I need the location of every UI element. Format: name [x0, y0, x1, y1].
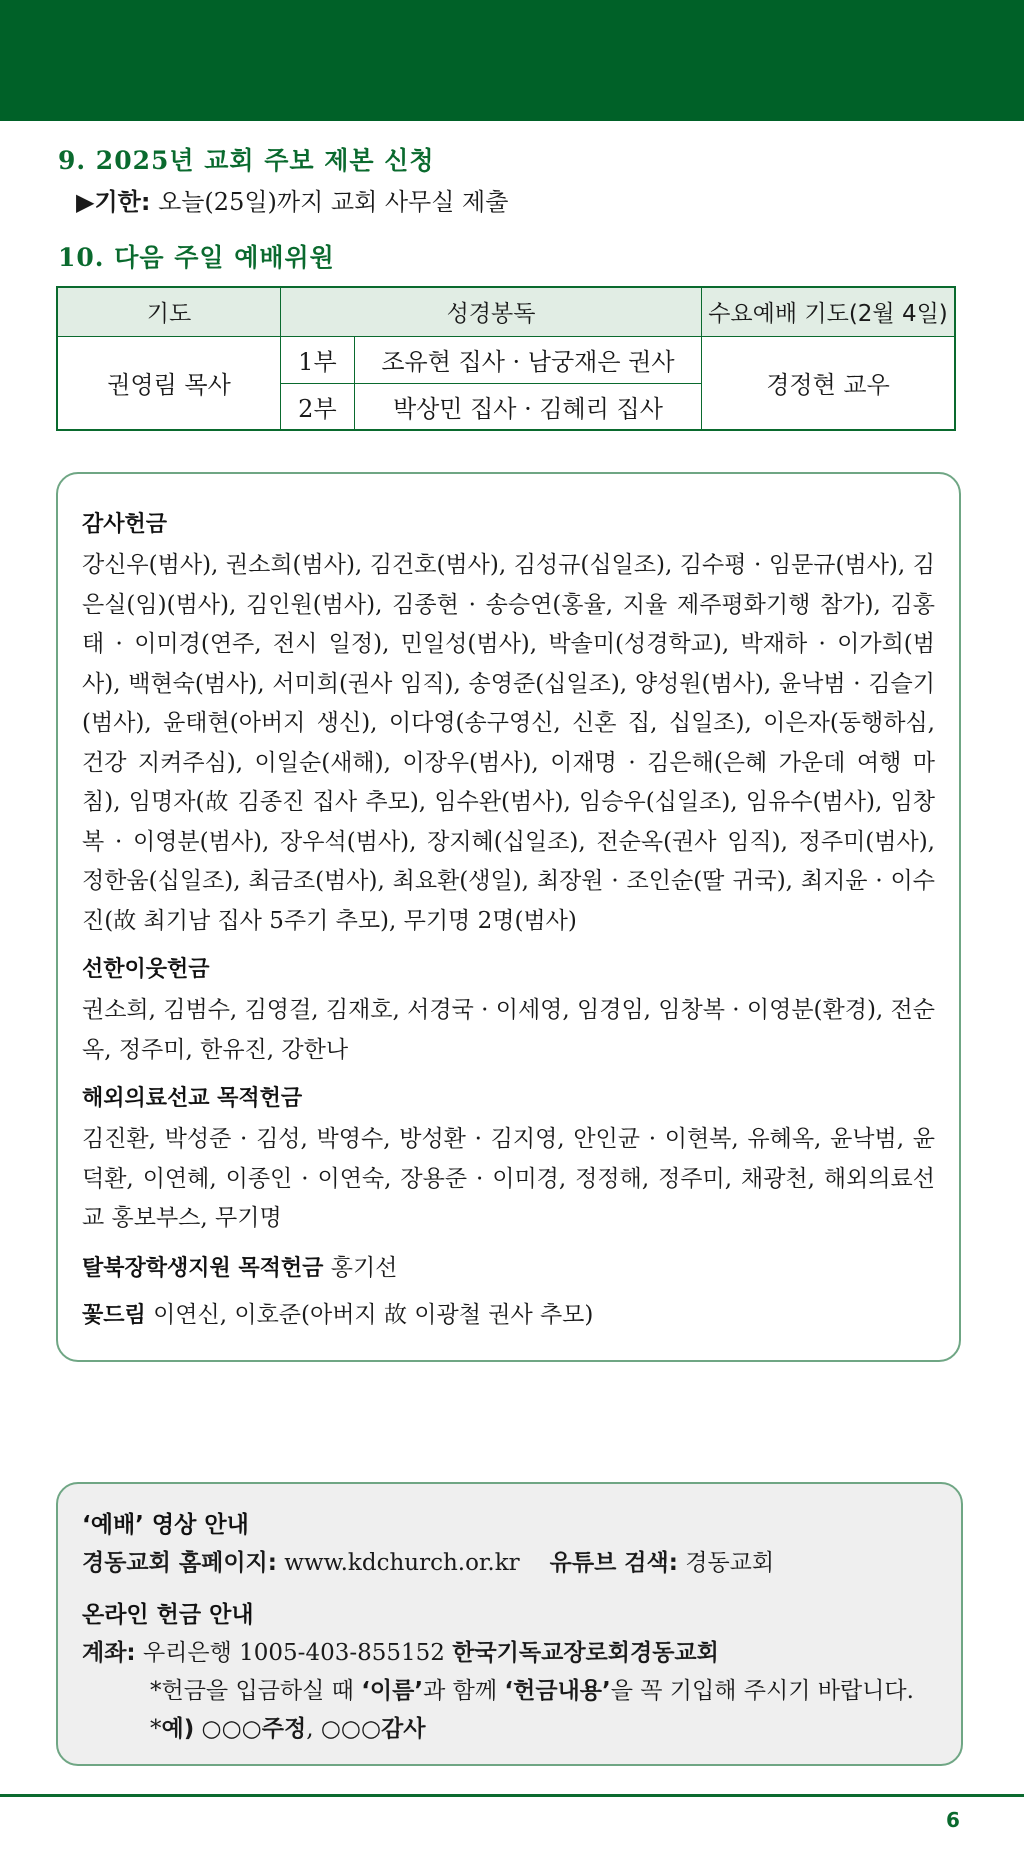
- deadline-text: 오늘(25일)까지 교회 사무실 제출: [150, 188, 509, 216]
- header-scripture-reading: 성경봉독: [280, 287, 701, 336]
- note-text: 을 꼭 기입해 주시기 바랍니다.: [610, 1678, 914, 1704]
- footer-divider: [0, 1794, 1024, 1797]
- note-bold-content: ‘헌금내용’: [504, 1678, 611, 1704]
- neighbor-offering: [82, 949, 935, 1070]
- section-10-title: 10. 다음 주일 예배위원: [58, 243, 335, 272]
- example-bold: 주정: [261, 1716, 307, 1742]
- deposit-note: [82, 1672, 937, 1710]
- online-offering-heading: 온라인 헌금 안내: [82, 1602, 254, 1628]
- thanksgiving-title: 감사헌금: [82, 512, 168, 537]
- note-text: *헌금을 입금하실 때: [150, 1678, 362, 1704]
- note-text: *: [150, 1716, 162, 1742]
- table-row: [57, 336, 955, 383]
- note-text: , ○○○: [306, 1716, 382, 1742]
- header-prayer: 기도: [57, 287, 280, 336]
- thanksgiving-names: 강신우(범사), 권소희(범사), 김건호(범사), 김성규(십일조), 김수평 · 임문규(범사), 김은실(임)(범사), 김인원(범사), 김종현 · 송승연(홍율, 지율 제주평화기행 참가), 김홍태 · 이미경(연주, 전시 일정), 민일성(범사), 박솔미(성경학교), 박재하 · 이가희(범사), 백현숙(범사), 서미희(권사 임직), 송영준(십일조), 양성원(범사), 윤낙범 · 김슬기(범사), 윤태현(아버지 생신), 이다영(송구영신, 신혼 집, 십일조), 이은자(동행하심, 건강 지켜주심), 이일순(새해), 이장우(범사), 이재명 · 김은해(은혜 가운데 여행 마침), 임명자(故 김종진 집사 추모), 임수완(범사), 임승우(십일조), 임유수(범사), 임창복 · 이영분(범사), 장우석(범사), 장지혜(십일조), 전순옥(권사 임직), 정주미(범사), 정한움(십일조), 최금조(범사), 최요환(생일), 최장원 · 조인순(딸 귀국), 최지윤 · 이수진(故 최기남 집사 5주기 추모), 무기명 2명(범사): [82, 552, 935, 934]
- thanksgiving-offering: [82, 504, 935, 941]
- header-band: [0, 0, 1024, 121]
- deadline-line: [76, 182, 508, 217]
- deadline-label: 기한:: [94, 188, 151, 216]
- note-text: ○○○: [194, 1716, 262, 1742]
- reader-names-cell: 박상민 집사 · 김혜리 집사: [354, 383, 701, 430]
- service-part-cell: 2부: [280, 383, 354, 430]
- medical-mission-title: 해외의료선교 목적헌금: [82, 1086, 303, 1111]
- triangle-bullet-icon: ▶: [76, 188, 95, 216]
- section-9-title: 9. 2025년 교회 주보 제본 신청: [58, 146, 435, 175]
- header-wednesday-prayer: 수요예배 기도(2월 4일): [702, 287, 955, 336]
- prayer-cell: 권영림 목사: [57, 336, 280, 430]
- example-note: [82, 1710, 937, 1748]
- account-label: 계좌:: [82, 1640, 136, 1666]
- defector-scholarship-names: 홍기선: [323, 1254, 398, 1281]
- medical-mission-names: 김진환, 박성준 · 김성, 박영수, 방성환 · 김지영, 안인균 · 이현복, 유혜옥, 윤낙범, 윤덕환, 이연혜, 이종인 · 이연숙, 장용준 · 이미경, 정정해, 정주미, 채광천, 해외의료선교 홍보부스, 무기명: [82, 1126, 935, 1231]
- homepage-link[interactable]: www.kdchurch.or.kr: [276, 1550, 520, 1576]
- flower-dream-names: 이연신, 이호준(아버지 故 이광철 권사 추모): [145, 1301, 594, 1328]
- info-box: [56, 1482, 963, 1766]
- account-holder: 한국기독교장로회경동교회: [452, 1640, 719, 1666]
- neighbor-names: 권소희, 김범수, 김영걸, 김재호, 서경국 · 이세영, 임경임, 임창복 · 이영분(환경), 전순옥, 정주미, 한유진, 강한나: [82, 997, 935, 1063]
- homepage-line: [82, 1544, 937, 1582]
- reader-names-cell: 조유현 집사 · 남궁재은 권사: [354, 336, 701, 383]
- flower-dream-title: 꽃드림: [82, 1302, 146, 1328]
- neighbor-title: 선한이웃헌금: [82, 957, 210, 982]
- youtube-search-term: 경동교회: [677, 1550, 775, 1576]
- page-number: 6: [946, 1808, 960, 1832]
- flower-dream-offering: [82, 1294, 935, 1337]
- table-header-row: [57, 287, 955, 336]
- note-bold-name: ‘이름’: [361, 1678, 424, 1704]
- video-heading: ‘예배’ 영상 안내: [82, 1512, 249, 1538]
- offerings-box: [56, 472, 961, 1362]
- medical-mission-offering: [82, 1078, 935, 1239]
- example-bold: 감사: [381, 1716, 426, 1742]
- service-part-cell: 1부: [280, 336, 354, 383]
- account-line: [82, 1634, 937, 1672]
- homepage-label: 경동교회 홈페이지:: [82, 1550, 277, 1576]
- account-bank-number: 우리은행 1005-403-855152: [135, 1640, 453, 1666]
- defector-scholarship-offering: [82, 1247, 935, 1290]
- wednesday-prayer-cell: 경정현 교우: [702, 336, 955, 430]
- note-text: 과 함께: [423, 1678, 505, 1704]
- defector-scholarship-title: 탈북장학생지원 목적헌금: [82, 1255, 324, 1281]
- worship-committee-table: [56, 286, 956, 431]
- example-label: 예): [161, 1716, 195, 1742]
- youtube-label: 유튜브 검색:: [549, 1550, 678, 1576]
